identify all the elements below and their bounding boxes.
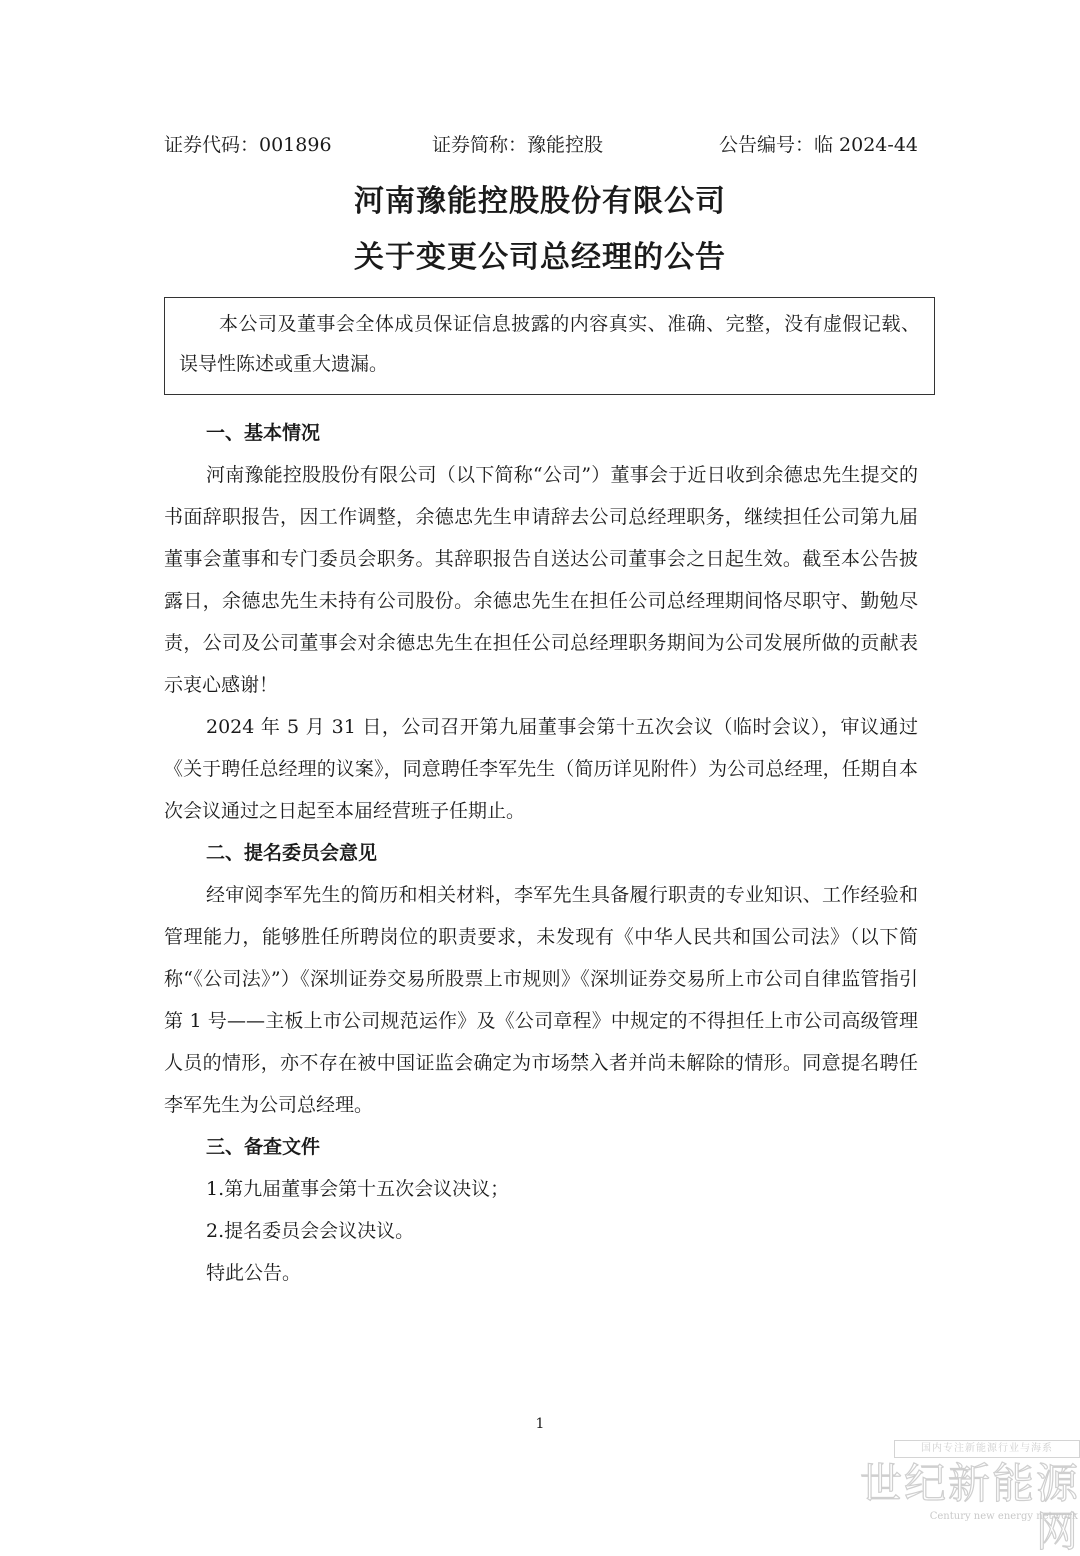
section-heading-nomination-opinion: 二、提名委员会意见 [206, 842, 378, 864]
reference-item-1: 1.第九届董事会第十五次会议决议； [206, 1178, 510, 1200]
announcement-title: 关于变更公司总经理的公告 [354, 240, 726, 275]
section-heading-reference-documents: 三、备查文件 [206, 1136, 321, 1158]
watermark-tagline: 国内专注新能源行业与海系 [894, 1440, 1080, 1458]
security-code: 证券代码：001896 [164, 134, 332, 156]
company-title: 河南豫能控股股份有限公司 [354, 184, 726, 219]
paragraph-appointment: 2024 年 5 月 31 日，公司召开第九届董事会第十五次会议（临时会议），审议通过《关于聘任总经理的议案》，同意聘任李军先生（简历详见附件）为公司总经理，任期自本次会议通过之日起至本届经营班子任期止。 [164, 716, 918, 822]
page-number: 1 [535, 1416, 545, 1432]
document-header [164, 130, 918, 160]
paragraph-resignation: 河南豫能控股股份有限公司（以下简称“公司”）董事会于近日收到余德忠先生提交的书面辞职报告，因工作调整，余德忠先生申请辞去公司总经理职务，继续担任公司第九届董事会董事和专门委员会职务。其辞职报告自送达公司董事会之日起生效。截至本公告披露日，余德忠先生未持有公司股份。余德忠先生在担任公司总经理期间恪尽职守、勤勉尽责，公司及公司董事会对余德忠先生在担任公司总经理职务期间为公司发展所做的贡献表示衷心感谢！ [164, 464, 918, 696]
paragraph-nomination-opinion: 经审阅李军先生的简历和相关材料，李军先生具备履行职责的专业知识、工作经验和管理能力，能够胜任所聘岗位的职责要求，未发现有《中华人民共和国公司法》（以下简称“《公司法》”）《深圳证券交易所股票上市规则》《深圳证券交易所上市公司自律监管指引第 1 号——主板上市公司规范运作》及《公司章程》中规定的不得担任上市公司高级管理人员的情形，亦不存在被中国证监会确定为市场禁入者并尚未解除的情形。同意提名聘任李军先生为公司总经理。 [164, 884, 918, 1116]
watermark-logo [850, 1440, 1080, 1556]
document-body [164, 412, 918, 1294]
disclosure-statement-box: 本公司及董事会全体成员保证信息披露的内容真实、准确、完整，没有虚假记载、误导性陈述或重大遗漏。 [164, 297, 935, 395]
closing-statement: 特此公告。 [206, 1262, 302, 1284]
security-abbreviation: 证券简称：豫能控股 [432, 134, 604, 156]
announcement-number: 公告编号：临 2024-44 [719, 134, 918, 156]
watermark-name: 世纪新能源网 [859, 1459, 1080, 1556]
watermark-english-name: Century new energy network [929, 1511, 1078, 1522]
reference-item-2: 2.提名委员会会议决议。 [206, 1220, 415, 1242]
section-heading-basic-info: 一、基本情况 [206, 422, 321, 444]
